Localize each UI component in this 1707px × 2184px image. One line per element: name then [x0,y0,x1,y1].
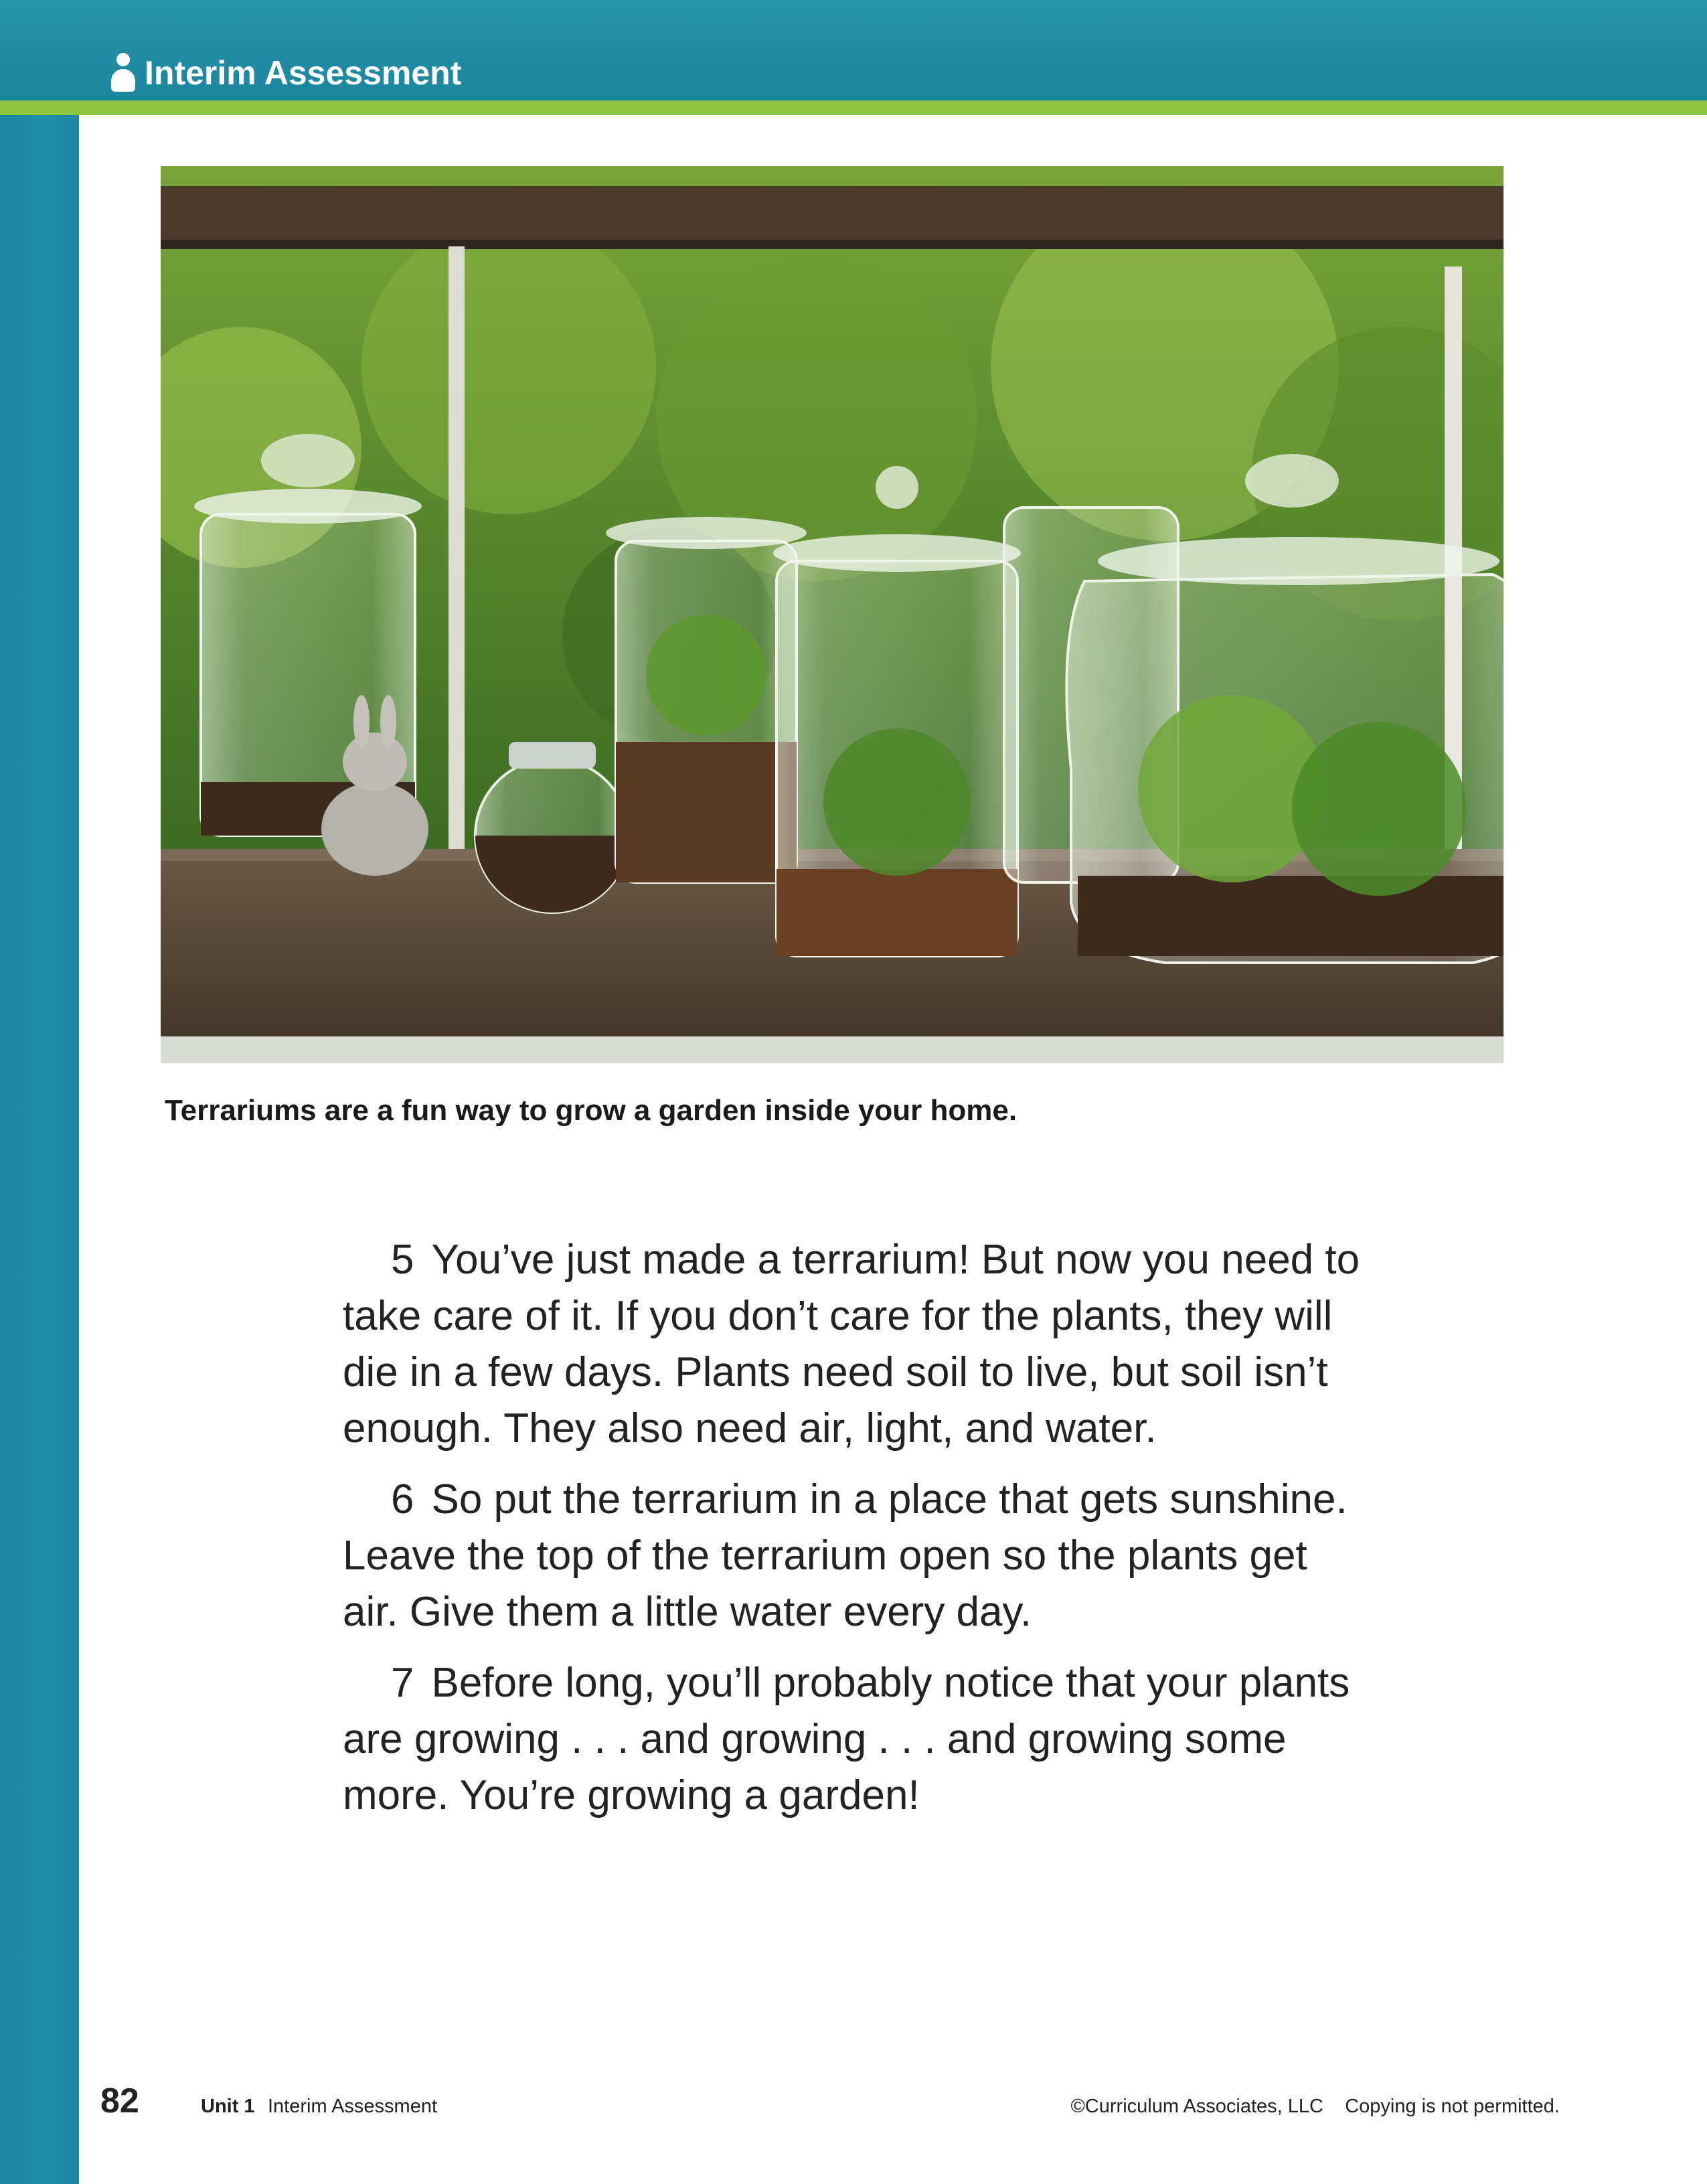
paragraph-text: You’ve just made a terrarium! But now you need to take care of it. If you don’t care for the plants, they will die in a few days. Plants need soil to live, but soil isn’t enough. They also need air, light, and water. [343,1237,1360,1452]
header-accent-line [0,100,1707,115]
passage [343,1232,1360,1839]
paragraph-7 [343,1655,1360,1824]
copyright-notice: ©Curriculum Associates, LLC Copying is not permitted. [1070,2096,1560,2117]
header-title [111,50,461,96]
terrarium-photo [161,166,1503,1063]
person-icon [111,53,135,93]
paragraph-6 [343,1472,1360,1640]
header-title-text: Interim Assessment [145,54,462,92]
paragraph-number: 5 [391,1237,414,1283]
left-margin-strip [0,115,79,2184]
unit-label: Unit 1 [201,2096,255,2117]
page-footer [100,2081,1560,2121]
paragraph-number: 6 [391,1476,414,1523]
unit-text: Interim Assessment [268,2096,438,2117]
page-number: 82 [100,2082,139,2120]
paragraph-number: 7 [391,1660,414,1706]
paragraph-text: Before long, you’ll probably notice that your plants are growing . . . and growing . . . and growing some more. You’re growing a garden! [343,1660,1350,1818]
paragraph-5 [343,1232,1360,1457]
photo-caption: Terrariums are a fun way to grow a garden inside your home. [165,1094,1018,1127]
paragraph-text: So put the terrarium in a place that gets sunshine. Leave the top of the terrarium open so the plants get air. Give them a little water every day. [343,1476,1348,1635]
